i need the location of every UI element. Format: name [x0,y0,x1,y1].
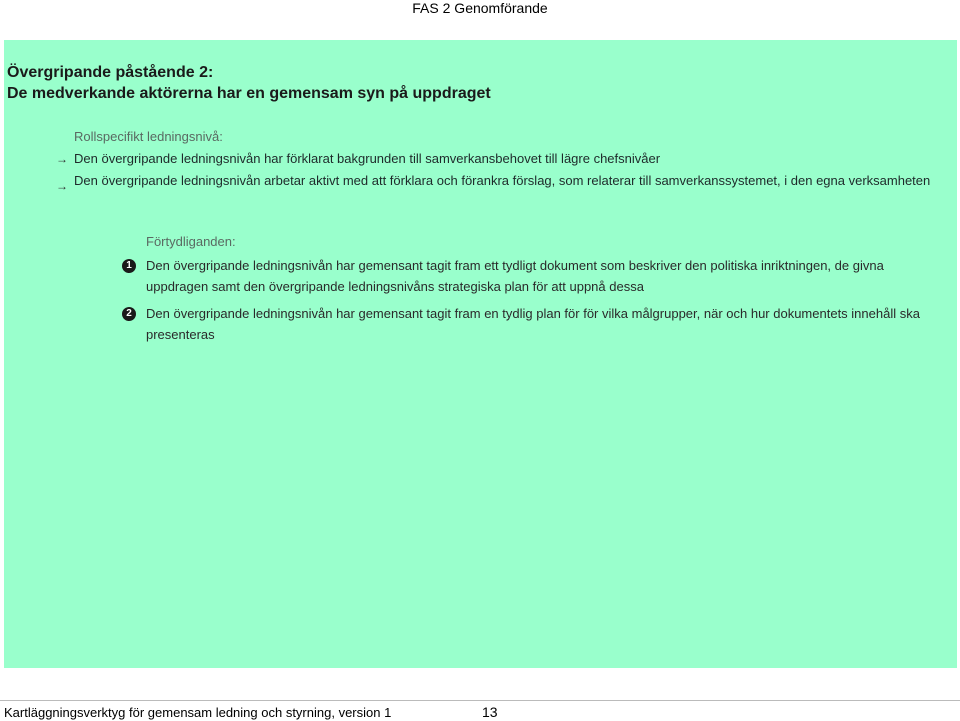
claim-text: Den övergripande ledningsnivån arbetar aktivt med att förklara och förankra förslag, som relaterar till samverkanssystemet, i den egna verksamheten [74,173,931,188]
claim-item [56,170,944,193]
claim-title-line1: Övergripande påstående 2: [7,64,214,81]
number-badge-icon: 1 [122,259,136,273]
clarification-item [126,303,946,345]
footer-divider [0,700,960,701]
claim-text: Den övergripande ledningsnivån har förklarat bakgrunden till samverkansbehovet till lägre chefsnivåer [74,151,661,166]
arrow-right-icon: → [56,152,68,166]
page-header: FAS 2 Genomförande [412,0,548,16]
role-label: Rollspecifikt ledningsnivå: [74,129,223,144]
clarification-text: Den övergripande ledningsnivån har gemensant tagit fram ett tydligt dokument som beskriver den politiska inriktningen, de givna uppdragen samt den övergripande ledningsnivåns strategiska plan för att uppnå dessa [146,258,884,294]
claim-item [56,148,944,170]
clarification-item [126,255,946,297]
arrow-right-icon: → [56,179,68,193]
page-number: 13 [482,704,498,720]
claim-title [7,62,491,104]
claim-title-line2: De medverkande aktörerna har en gemensam syn på uppdraget [7,85,491,102]
footer-text: Kartläggningsverktyg för gemensam ledning och styrning, version 1 [4,705,392,720]
clarification-block [126,231,946,351]
number-badge-icon: 2 [122,307,136,321]
role-block [56,126,944,193]
content-panel [4,40,957,668]
clarification-text: Den övergripande ledningsnivån har gemensant tagit fram en tydlig plan för för vilka målgrupper, när och hur dokumentets innehåll ska presenteras [146,306,920,342]
clarification-label: Förtydliganden: [146,234,236,249]
